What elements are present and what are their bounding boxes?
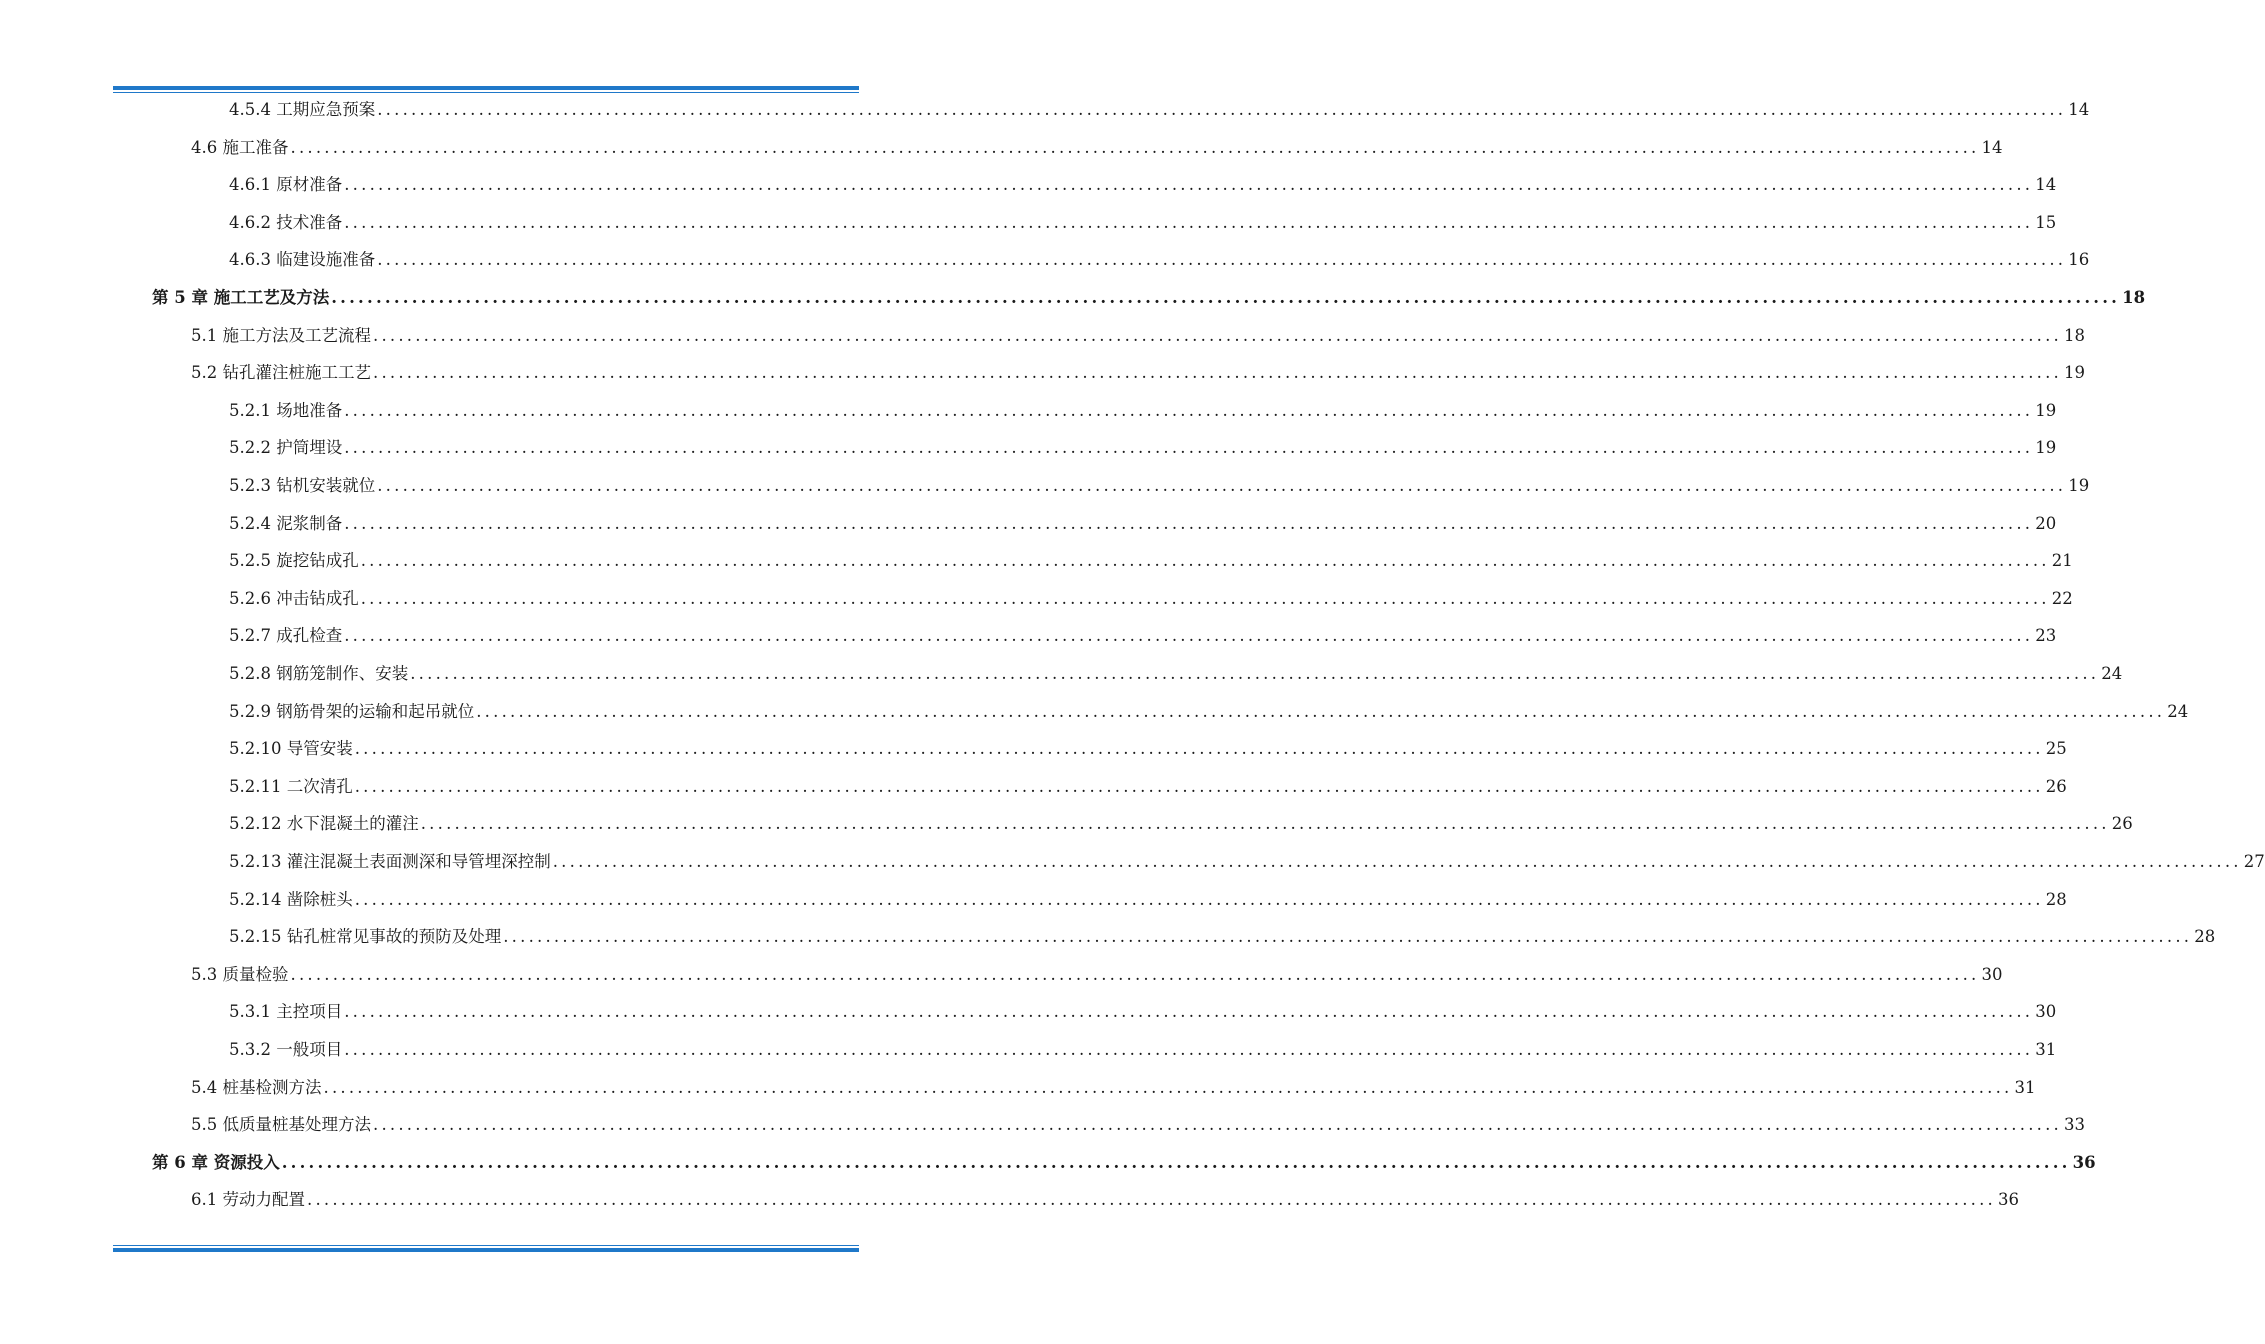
toc-entry-title: 6.1 劳动力配置 (191, 1190, 305, 1210)
toc-leader-dots: ........................................................................................................................................................................................................ (377, 476, 2067, 495)
toc-entry-title: 5.2.15 钻孔桩常见事故的预防及处理 (229, 927, 502, 947)
toc-entry[interactable] (191, 963, 2003, 987)
toc-leader-dots: ........................................................................................................................................................................................................ (344, 400, 2034, 420)
toc-leader-dots: ........................................................................................................................................................................................................ (360, 588, 2050, 608)
toc-page-number: 23 (2035, 626, 2057, 646)
toc-page-number: 28 (2045, 889, 2067, 909)
toc-leader-dots: ........................................................................................................................................................................................................ (344, 212, 2034, 232)
toc-page-number: 21 (2051, 551, 2073, 571)
toc-entry[interactable] (229, 812, 2133, 836)
toc-entry[interactable] (229, 624, 2057, 648)
toc-entry[interactable] (191, 1188, 2019, 1212)
toc-leader-dots: ........................................................................................................................................................................................................ (354, 776, 2044, 796)
toc-entry-title: 5.2.4 泥浆制备 (229, 513, 343, 533)
toc-page-number: 24 (2167, 701, 2189, 721)
toc-leader-dots: ........................................................................................................................................................................................................ (344, 175, 2034, 195)
toc-entry[interactable] (152, 286, 2146, 310)
toc-page-number: 26 (2045, 776, 2067, 796)
toc-entry-title: 5.2.12 水下混凝土的灌注 (229, 814, 419, 834)
toc-entry[interactable] (191, 324, 2085, 348)
toc-leader-dots: ........................................................................................................................................................................................................ (331, 288, 2121, 307)
toc-leader-dots: ........................................................................................................................................................................................................ (552, 852, 2242, 871)
toc-page-number: 19 (2035, 438, 2057, 458)
toc-entry-title: 4.5.4 工期应急预案 (229, 100, 376, 119)
toc-entry-title: 5.2.10 导管安装 (229, 739, 353, 759)
toc-leader-dots: ........................................................................................................................................................................................................ (373, 325, 2062, 345)
toc-leader-dots: ........................................................................................................................................................................................................ (354, 889, 2044, 909)
toc-leader-dots: ........................................................................................................................................................................................................ (344, 513, 2034, 533)
toc-entry-title: 5.4 桩基检测方法 (191, 1077, 322, 1097)
toc-leader-dots: ........................................................................................................................................................................................................ (503, 927, 2193, 947)
toc-page-number: 14 (1981, 137, 2003, 157)
toc-entry-title: 4.6 施工准备 (191, 137, 289, 157)
toc-leader-dots: ........................................................................................................................................................................................................ (373, 363, 2062, 383)
toc-leader-dots: ........................................................................................................................................................................................................ (344, 1002, 2034, 1022)
toc-entry[interactable] (229, 549, 2073, 573)
toc-entry-title: 5.2.5 旋挖钻成孔 (229, 551, 359, 571)
toc-page-number: 30 (2035, 1002, 2057, 1022)
toc-entry-title: 5.2 钻孔灌注桩施工工艺 (191, 363, 371, 383)
toc-entry[interactable] (191, 1113, 2085, 1137)
toc-page-number: 19 (2063, 363, 2085, 383)
toc-entry[interactable] (229, 512, 2057, 536)
toc-leader-dots: ........................................................................................................................................................................................................ (344, 1040, 2034, 1059)
toc-entry[interactable] (229, 587, 2073, 611)
footer-rule (113, 1245, 859, 1252)
toc-entry-title: 5.2.3 钻机安装就位 (229, 476, 376, 495)
toc-page-number: 30 (1981, 964, 2003, 984)
toc-page-number: 19 (2068, 476, 2090, 495)
toc-leader-dots: ........................................................................................................................................................................................................ (373, 1115, 2062, 1135)
toc-entry-title: 5.2.2 护筒埋设 (229, 438, 343, 458)
toc-page-number: 25 (2045, 739, 2067, 759)
toc-leader-dots: ........................................................................................................................................................................................................ (344, 438, 2034, 458)
toc-leader-dots: ........................................................................................................................................................................................................ (476, 701, 2166, 721)
toc-entry[interactable] (229, 662, 2123, 686)
toc-page-number: 36 (1997, 1190, 2019, 1210)
toc-page-number: 33 (2063, 1115, 2085, 1135)
toc-entry[interactable] (229, 700, 2189, 724)
toc-entry-title: 5.2.7 成孔检查 (229, 626, 343, 646)
toc-leader-dots: ........................................................................................................................................................................................................ (344, 626, 2034, 646)
toc-entry-title: 5.5 低质量桩基处理方法 (191, 1115, 371, 1135)
toc-leader-dots: ........................................................................................................................................................................................................ (377, 100, 2067, 119)
toc-entry-title: 第 6 章 资源投入 (152, 1152, 280, 1172)
toc-entry[interactable] (191, 1076, 2036, 1100)
toc-page-number: 15 (2035, 212, 2057, 232)
toc-entry-title: 4.6.2 技术准备 (229, 212, 343, 232)
toc-entry-title: 5.2.6 冲击钻成孔 (229, 588, 359, 608)
toc-leader-dots: ........................................................................................................................................................................................................ (307, 1190, 1996, 1210)
toc-entry-title: 5.3.1 主控项目 (229, 1002, 343, 1022)
toc-entry[interactable] (229, 888, 2067, 912)
toc-entry-title: 5.2.13 灌注混凝土表面测深和导管埋深控制 (229, 852, 551, 871)
toc-entry[interactable] (229, 925, 2216, 949)
toc-page-number: 36 (2072, 1152, 2096, 1172)
toc-page-number: 31 (2014, 1077, 2036, 1097)
toc-leader-dots: ........................................................................................................................................................................................................ (323, 1077, 2013, 1097)
toc-entry-title: 4.6.3 临建设施准备 (229, 250, 376, 270)
toc-entry-title: 5.2.14 凿除桩头 (229, 889, 353, 909)
toc-entry-title: 5.2.8 钢筋笼制作、安装 (229, 664, 409, 683)
toc-page-number: 26 (2111, 814, 2133, 834)
toc-entry-title: 第 5 章 施工工艺及方法 (152, 288, 330, 307)
toc-leader-dots: ........................................................................................................................................................................................................ (281, 1152, 2071, 1172)
toc-page-number: 14 (2068, 100, 2090, 119)
toc-page-number: 18 (2063, 325, 2085, 345)
toc-entry[interactable] (152, 1151, 2096, 1175)
toc-page-number: 31 (2035, 1040, 2057, 1059)
toc-entry[interactable] (229, 1038, 2057, 1062)
toc-entry-title: 5.2.11 二次清孔 (229, 776, 353, 796)
toc-entry-title: 5.1 施工方法及工艺流程 (191, 325, 371, 345)
toc-page-number: 18 (2122, 288, 2146, 307)
toc-entry[interactable] (191, 361, 2085, 385)
toc-page-number: 19 (2035, 400, 2057, 420)
toc-leader-dots: ........................................................................................................................................................................................................ (354, 739, 2044, 759)
toc-entry-title: 5.2.9 钢筋骨架的运输和起吊就位 (229, 701, 475, 721)
toc-entry[interactable] (229, 1000, 2057, 1024)
toc-entry[interactable] (229, 98, 2090, 122)
toc-page-number: 28 (2194, 927, 2216, 947)
toc-page-number: 27 (2243, 852, 2265, 871)
toc-leader-dots: ........................................................................................................................................................................................................ (360, 551, 2050, 571)
toc-leader-dots: ........................................................................................................................................................................................................ (290, 137, 1980, 157)
toc-leader-dots: ........................................................................................................................................................................................................ (410, 664, 2100, 683)
toc-page-number: 24 (2101, 664, 2123, 683)
toc-entry[interactable] (191, 136, 2003, 160)
toc-entry[interactable] (229, 775, 2067, 799)
toc-entry[interactable] (229, 248, 2090, 272)
toc-page-number: 14 (2035, 175, 2057, 195)
toc-entry[interactable] (229, 850, 2265, 874)
toc-entry[interactable] (229, 737, 2067, 761)
toc-leader-dots: ........................................................................................................................................................................................................ (420, 814, 2110, 834)
toc-page-number: 16 (2068, 250, 2090, 270)
toc-leader-dots: ........................................................................................................................................................................................................ (377, 250, 2067, 270)
toc-leader-dots: ........................................................................................................................................................................................................ (290, 964, 1980, 984)
toc-entry-title: 5.2.1 场地准备 (229, 400, 343, 420)
toc-entry-title: 4.6.1 原材准备 (229, 175, 343, 195)
toc-entry-title: 5.3.2 一般项目 (229, 1040, 343, 1059)
toc-entry[interactable] (229, 399, 2057, 423)
toc-entry-title: 5.3 质量检验 (191, 964, 289, 984)
toc-entry[interactable] (229, 173, 2057, 197)
toc-page-number: 20 (2035, 513, 2057, 533)
toc-entry[interactable] (229, 474, 2090, 498)
toc-page-number: 22 (2051, 588, 2073, 608)
toc-entry[interactable] (229, 211, 2057, 235)
toc-entry[interactable] (229, 436, 2057, 460)
